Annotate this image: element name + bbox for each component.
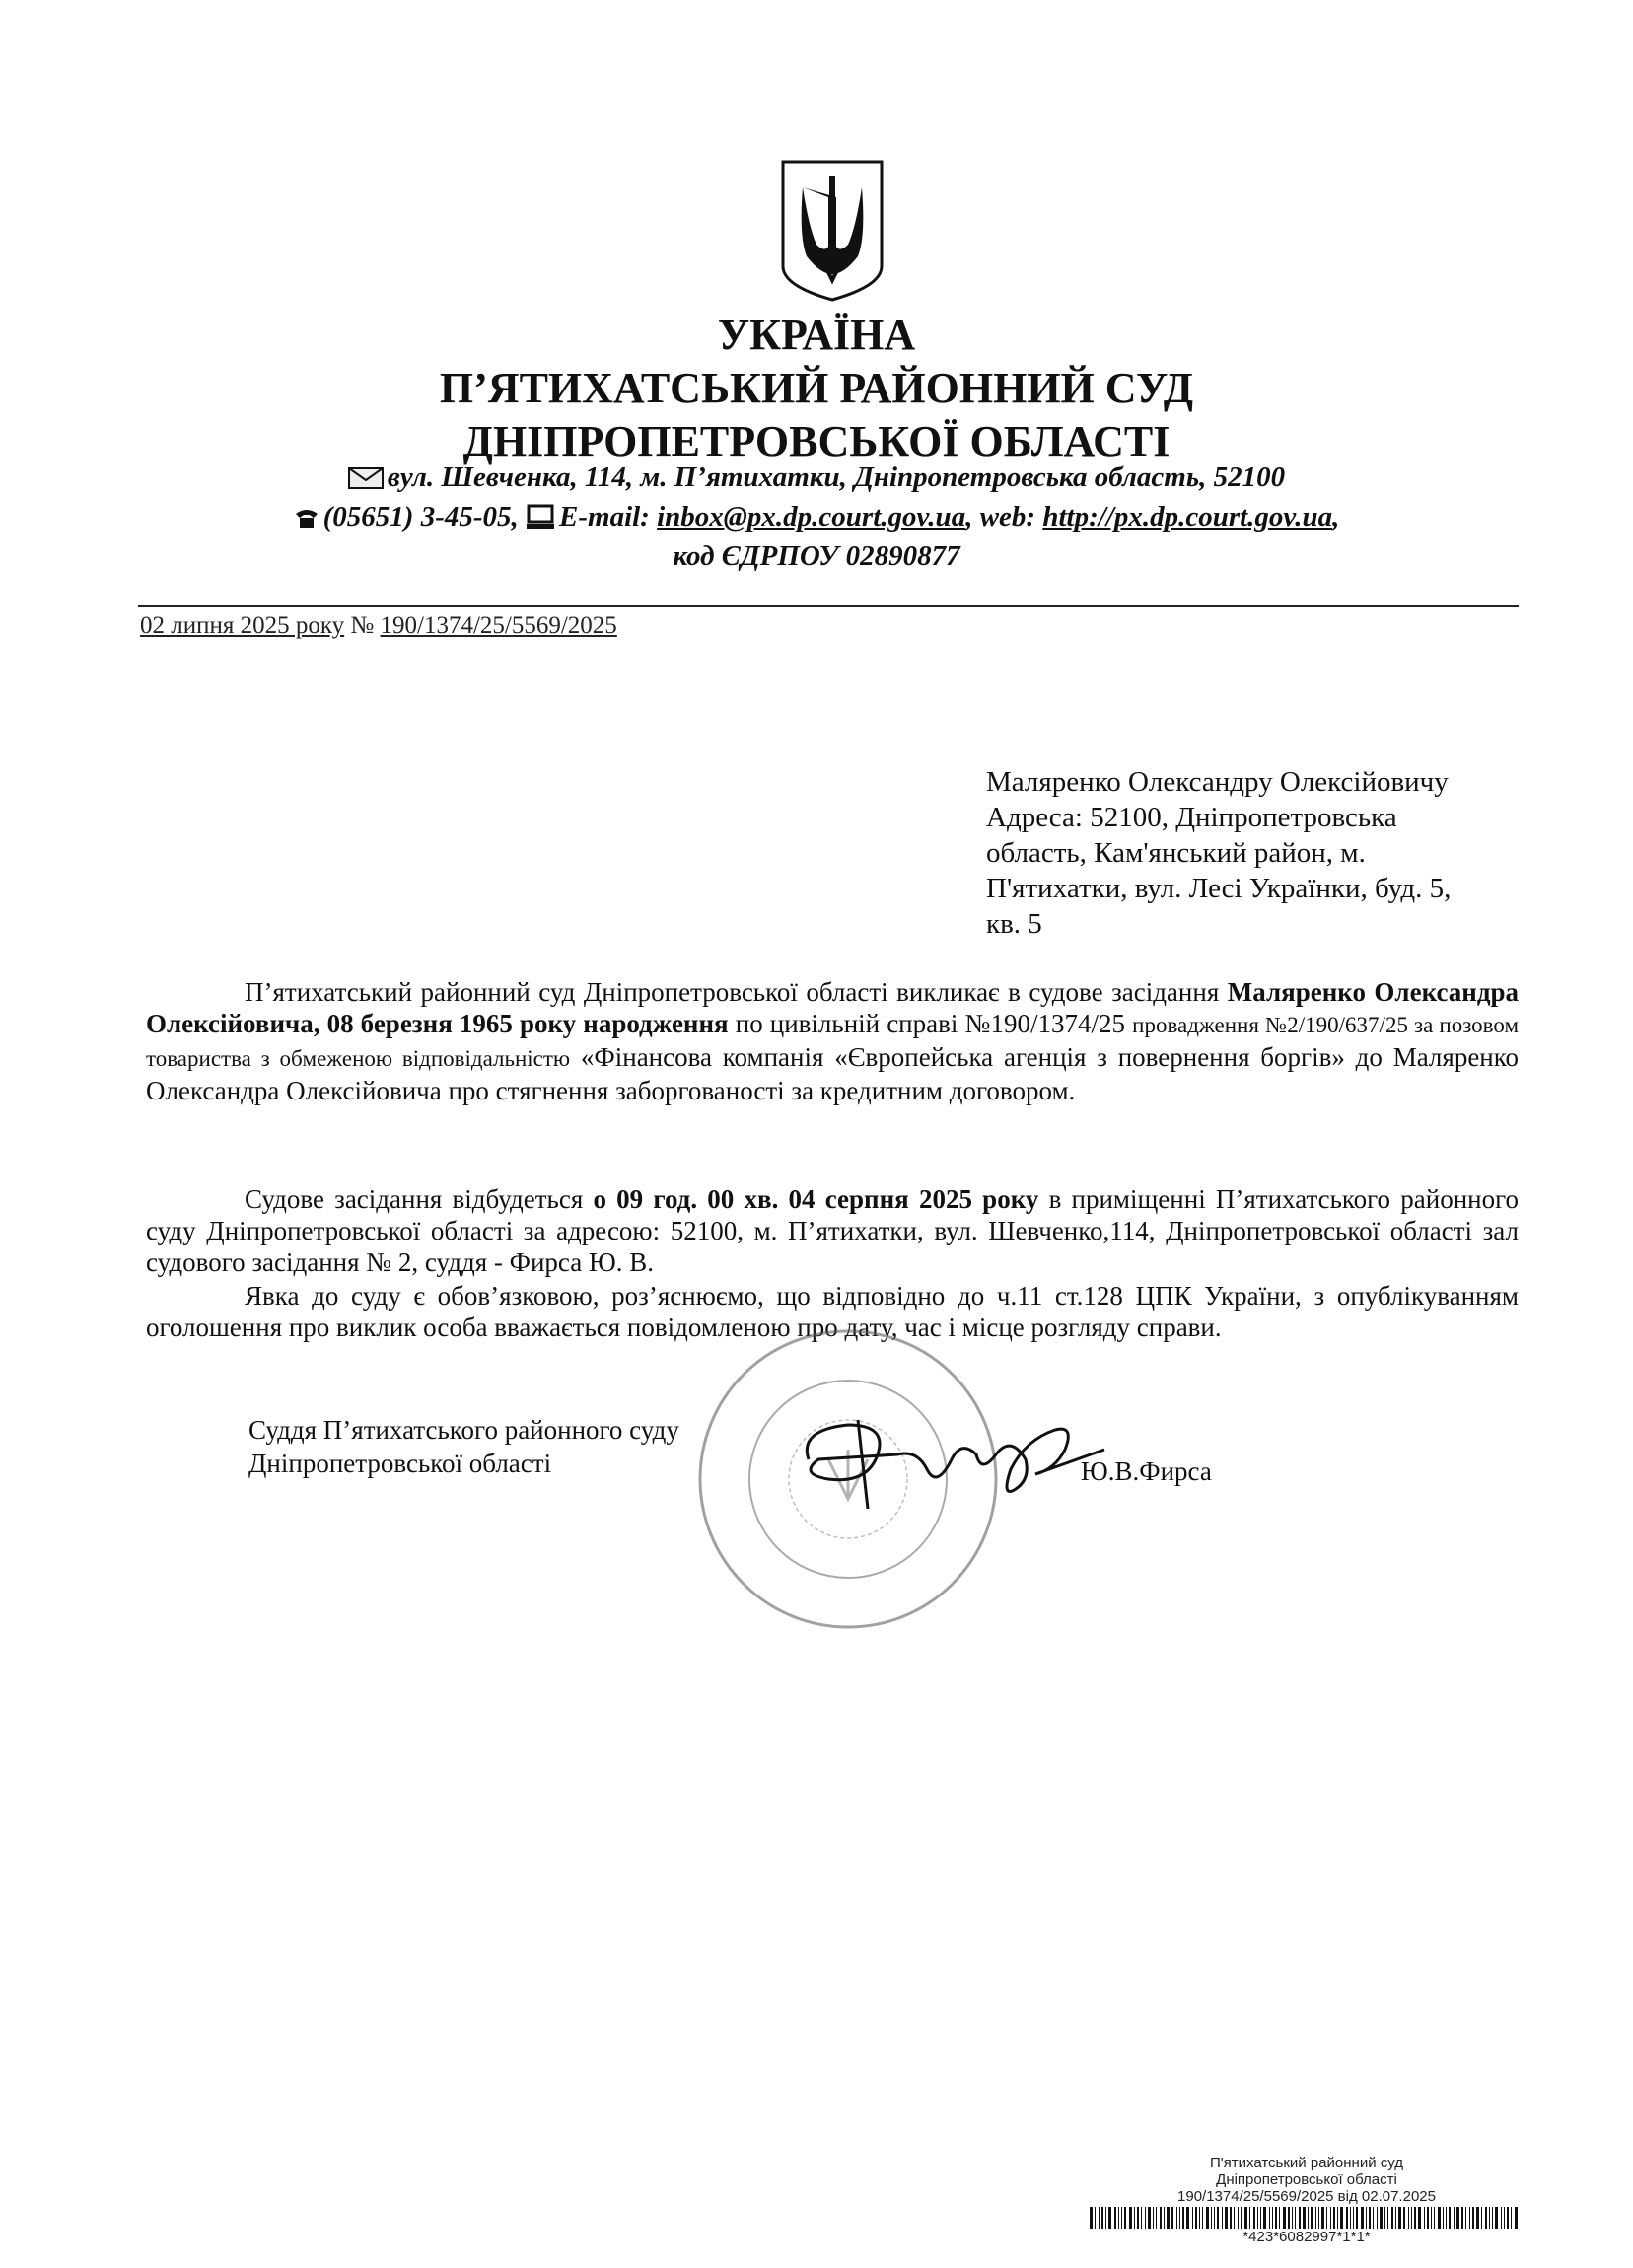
barcode-bar — [1495, 2207, 1498, 2229]
outgoing-number: 190/1374/25/5569/2025 — [380, 612, 617, 639]
court-phone: (05651) 3-45-05, — [322, 501, 519, 532]
barcode-bar — [1472, 2207, 1474, 2229]
addressee-address-line: область, Кам'янський район, м. — [986, 837, 1366, 869]
judge-title-line: Дніпропетровської області — [248, 1449, 552, 1478]
barcode-bar — [1366, 2207, 1367, 2229]
barcode — [1090, 2207, 1524, 2229]
judge-title-line: Суддя П’ятихатського районного суду — [248, 1415, 679, 1445]
barcode-bar — [1387, 2207, 1388, 2229]
barcode-bar — [1340, 2207, 1343, 2229]
barcode-bar — [1511, 2207, 1512, 2229]
barcode-bar — [1330, 2207, 1331, 2229]
web-suffix: , — [1332, 501, 1340, 532]
barcode-bar — [1269, 2207, 1270, 2229]
barcode-bar — [1434, 2207, 1435, 2229]
footer-line: Дніпропетровської області — [1216, 2171, 1397, 2188]
footer-line: П'ятихатський районний суд — [1209, 2155, 1404, 2171]
addressee-address-line: П'ятихатки, вул. Лесі Українки, буд. 5, — [986, 873, 1452, 904]
barcode-bar — [1199, 2207, 1200, 2229]
barcode-bar — [1137, 2207, 1139, 2229]
court-address-line — [0, 458, 1633, 497]
barcode-bar — [1148, 2207, 1151, 2229]
barcode-bar — [1454, 2207, 1455, 2229]
barcode-bar — [1321, 2207, 1324, 2229]
barcode-bar — [1101, 2207, 1103, 2229]
footer-line: 190/1374/25/5569/2025 від 02.07.2025 — [1177, 2188, 1436, 2205]
barcode-bar — [1275, 2207, 1277, 2229]
barcode-bar — [1234, 2207, 1235, 2229]
barcode-bar — [1461, 2207, 1463, 2229]
barcode-bar — [1504, 2207, 1505, 2229]
barcode-bar — [1476, 2207, 1479, 2229]
barcode-bar — [1288, 2207, 1290, 2229]
barcode-bar — [1195, 2207, 1197, 2229]
barcode-bar — [1114, 2207, 1116, 2229]
summons-paragraph — [146, 976, 1519, 1106]
barcode-bar — [1485, 2207, 1487, 2229]
web-label: , web: — [965, 501, 1036, 532]
barcode-bar — [1225, 2207, 1228, 2229]
barcode-bar — [1090, 2207, 1093, 2229]
barcode-bar — [1443, 2207, 1444, 2229]
summoned-person: Маляренко Олександра Олексійовича, 08 березня 1965 року народження — [146, 977, 1519, 1038]
trident-emblem-icon — [777, 158, 888, 304]
barcode-bar — [1391, 2207, 1393, 2229]
barcode-bar — [1380, 2207, 1383, 2229]
email-label: E-mail: — [559, 501, 650, 532]
barcode-bar — [1424, 2207, 1425, 2229]
barcode-bar — [1118, 2207, 1119, 2229]
barcode-bar — [1303, 2207, 1306, 2229]
barcode-bar — [1263, 2207, 1266, 2229]
barcode-bar — [1156, 2207, 1157, 2229]
barcode-bar — [1202, 2207, 1203, 2229]
case-number-text: по цивільній справі №190/1374/25 — [728, 1009, 1133, 1038]
court-web-link[interactable]: http://px.dp.court.gov.ua — [1042, 501, 1333, 532]
barcode-bar — [1105, 2207, 1106, 2229]
envelope-icon — [348, 466, 384, 490]
barcode-bar — [1272, 2207, 1273, 2229]
barcode-bar — [1346, 2207, 1348, 2229]
barcode-bar — [1427, 2207, 1429, 2229]
barcode-bar — [1384, 2207, 1385, 2229]
barcode-bar — [1295, 2207, 1296, 2229]
outgoing-number-label: № — [350, 612, 375, 639]
judge-name: Ю.В.Фирса — [1081, 1456, 1212, 1486]
barcode-bar — [1160, 2207, 1162, 2229]
attendance-text: Явка до суду є обов’язковою, роз’яснюємо, що відповідно до ч.11 ст.128 ЦПК України, з опублікуванням оголошення про виклик особа вважається повідомленою про дату, час і місце розгляду справи. — [146, 1281, 1519, 1342]
barcode-bar — [1211, 2207, 1212, 2229]
barcode-bar — [1257, 2207, 1258, 2229]
barcode-bar — [1244, 2207, 1247, 2229]
barcode-bar — [1395, 2207, 1396, 2229]
barcode-text: *423*6082997*1*1* — [1242, 2229, 1371, 2245]
barcode-bar — [1192, 2207, 1193, 2229]
barcode-bar — [1456, 2207, 1459, 2229]
barcode-bar — [1489, 2207, 1490, 2229]
barcode-bar — [1134, 2207, 1135, 2229]
barcode-bar — [1230, 2207, 1232, 2229]
barcode-bar — [1350, 2207, 1351, 2229]
claim-text: «Фінансова компанія «Європейська агенція з повернення боргів» до Маляренко Олександра Олексійовича про стягнення заборгованості за кредитним договором. — [146, 1042, 1520, 1105]
court-region-title: ДНІПРОПЕТРОВСЬКОЇ ОБЛАСТІ — [462, 417, 1171, 465]
court-edrpou: код ЄДРПОУ 02890877 — [673, 540, 960, 572]
barcode-bar — [1279, 2207, 1280, 2229]
barcode-bar — [1099, 2207, 1100, 2229]
barcode-bar — [1431, 2207, 1432, 2229]
computer-icon — [526, 504, 555, 530]
barcode-bar — [1145, 2207, 1146, 2229]
addressee-address-line: Адреса: 52100, Дніпропетровська — [986, 802, 1397, 833]
barcode-bar — [1492, 2207, 1493, 2229]
barcode-bar — [1465, 2207, 1466, 2229]
outgoing-date: 02 липня 2025 року — [140, 612, 345, 639]
barcode-bar — [1153, 2207, 1154, 2229]
barcode-bar — [1501, 2207, 1502, 2229]
barcode-bar — [1414, 2207, 1416, 2229]
registration-footer — [1085, 2155, 1528, 2245]
judge-title — [248, 1413, 679, 1480]
hearing-datetime: о 09 год. 00 хв. 04 серпня 2025 року — [593, 1184, 1039, 1214]
barcode-bar — [1238, 2207, 1239, 2229]
outgoing-reference — [140, 609, 617, 643]
barcode-bar — [1481, 2207, 1482, 2229]
barcode-bar — [1438, 2207, 1441, 2229]
addressee-block — [986, 764, 1538, 942]
barcode-bar — [1333, 2207, 1335, 2229]
barcode-bar — [1446, 2207, 1447, 2229]
barcode-bar — [1179, 2207, 1180, 2229]
hearing-text: Судове засідання відбудеться — [245, 1184, 594, 1214]
barcode-bar — [1182, 2207, 1184, 2229]
barcode-bar — [1172, 2207, 1173, 2229]
barcode-bar — [1311, 2207, 1313, 2229]
judge-signature — [779, 1400, 1114, 1519]
barcode-bar — [1253, 2207, 1255, 2229]
barcode-bar — [1318, 2207, 1319, 2229]
barcode-bar — [1411, 2207, 1412, 2229]
court-name-title: П’ЯТИХАТСЬКИЙ РАЙОННИЙ СУД — [439, 364, 1194, 412]
barcode-bar — [1167, 2207, 1170, 2229]
barcode-bar — [1507, 2207, 1509, 2229]
barcode-bar — [1373, 2207, 1374, 2229]
barcode-bar — [1217, 2207, 1219, 2229]
addressee-name: Маляренко Олександру Олексійовичу — [986, 766, 1449, 798]
barcode-bar — [1299, 2207, 1301, 2229]
barcode-bar — [1308, 2207, 1309, 2229]
barcode-bar — [1260, 2207, 1261, 2229]
addressee-address-line: кв. 5 — [986, 908, 1042, 940]
summons-text: П’ятихатський районний суд Дніпропетровської області викликає в судове засідання — [245, 977, 1228, 1007]
barcode-bar — [1141, 2207, 1142, 2229]
barcode-bar — [1292, 2207, 1293, 2229]
barcode-bar — [1206, 2207, 1209, 2229]
barcode-bar — [1283, 2207, 1286, 2229]
header-divider — [138, 605, 1519, 607]
barcode-bar — [1176, 2207, 1177, 2229]
court-contacts-line — [0, 497, 1633, 536]
barcode-bar — [1369, 2207, 1371, 2229]
barcode-bar — [1398, 2207, 1401, 2229]
barcode-bar — [1095, 2207, 1096, 2229]
barcode-bar — [1353, 2207, 1354, 2229]
country-title: УКРАЇНА — [717, 311, 916, 359]
barcode-bar — [1121, 2207, 1122, 2229]
barcode-bar — [1326, 2207, 1327, 2229]
barcode-bar — [1222, 2207, 1223, 2229]
barcode-bar — [1449, 2207, 1451, 2229]
barcode-bar — [1377, 2207, 1378, 2229]
barcode-bar — [1164, 2207, 1165, 2229]
barcode-bar — [1129, 2207, 1132, 2229]
barcode-bar — [1418, 2207, 1421, 2229]
hearing-location-text: в приміщенні П’ятихатського районного суду Дніпропетровської області за адресою: 52100, м. П’ятихатки, вул. Шевченко,114, Дніпропетровської області зал судового засідання № 2, суддя - Фирса Ю. В. — [146, 1184, 1519, 1277]
barcode-bar — [1356, 2207, 1358, 2229]
barcode-bar — [1315, 2207, 1316, 2229]
phone-icon — [294, 506, 320, 530]
barcode-bar — [1515, 2207, 1518, 2229]
court-address: вул. Шевченка, 114, м. П’ятихатки, Дніпропетровська область, 52100 — [387, 461, 1286, 493]
barcode-bar — [1249, 2207, 1250, 2229]
barcode-bar — [1361, 2207, 1364, 2229]
barcode-bar — [1214, 2207, 1215, 2229]
barcode-bar — [1241, 2207, 1242, 2229]
proceeding-text: провадження №2/190/637/25 за позовом товариства з обмеженою відповідальністю — [146, 1013, 1519, 1071]
barcode-bar — [1108, 2207, 1111, 2229]
barcode-bar — [1469, 2207, 1470, 2229]
barcode-bar — [1403, 2207, 1405, 2229]
barcode-bar — [1186, 2207, 1189, 2229]
court-email-link[interactable]: inbox@px.dp.court.gov.ua — [657, 501, 966, 532]
barcode-bar — [1337, 2207, 1338, 2229]
barcode-bar — [1408, 2207, 1409, 2229]
hearing-paragraph — [146, 1183, 1519, 1278]
barcode-bar — [1124, 2207, 1126, 2229]
